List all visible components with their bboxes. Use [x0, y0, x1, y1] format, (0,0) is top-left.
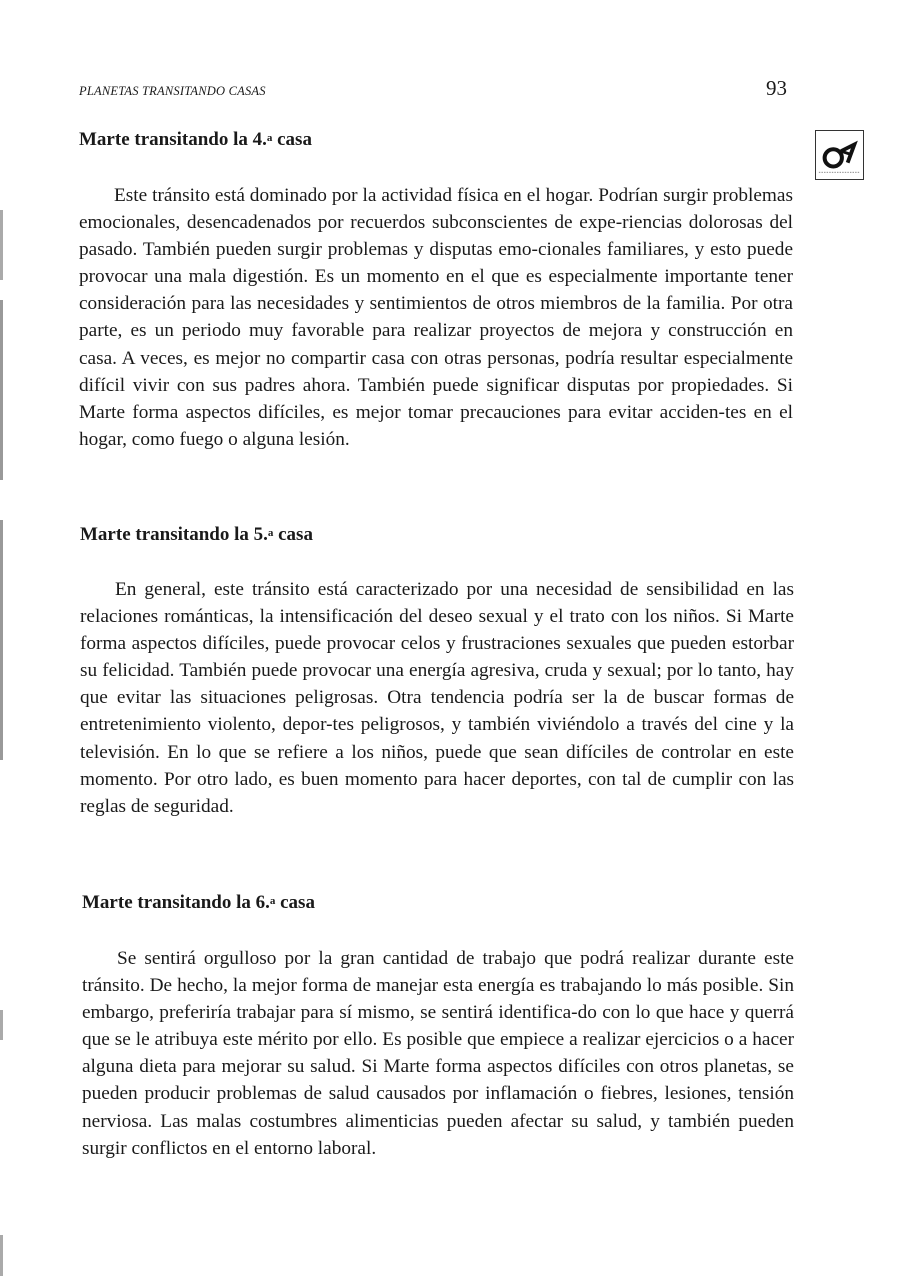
section-4th-house: [79, 128, 793, 453]
title-end: casa: [275, 892, 315, 913]
scan-edge-mark: [0, 300, 3, 480]
page-number: 93: [766, 76, 787, 100]
title-text: Marte transitando la 6.: [82, 892, 270, 913]
title-ordinal: a: [266, 132, 273, 144]
section-body: Se sentirá orgulloso por la gran cantidad de trabajo que podrá realizar durante este tránsito. De hecho, la mejor forma de manejar esta energía es trabajando lo más posible. Sin embargo, preferiría trabajar para sí mismo, se sentirá identifica-do con lo que hace y querrá que se le atribuya este mérito por ello. Es posible que empiece a realizar ejercicios o a hacer alguna dieta para mejorar su salud. Si Marte forma aspectos difíciles con otros planetas, se pueden producir problemas de salud causados por inflamación o fiebres, lesiones, tensión nerviosa. Las malas costumbres alimenticias pueden afectar su salud, y también pueden surgir conflictos en el entorno laboral.: [82, 948, 794, 1159]
section-title: [82, 891, 794, 915]
section-title: [80, 523, 794, 547]
section-title: [79, 128, 793, 152]
title-ordinal: a: [267, 527, 274, 539]
section-5th-house: [80, 523, 794, 820]
scan-edge-mark: [0, 1010, 3, 1040]
title-end: casa: [273, 524, 313, 545]
scan-edge-mark: [0, 1235, 3, 1276]
mars-symbol-icon: [815, 130, 864, 180]
section-body: Este tránsito está dominado por la actividad física en el hogar. Podrían surgir problemas emocionales, desencadenados por recuerdos subconscientes de expe-riencias dolorosas del pasado. También pueden surgir problemas y disputas emo-cionales familiares, y esto puede provocar una mala digestión. Es un momento en el que es especialmente importante tener consideración para las necesidades y sentimientos de otros miembros de la familia. Por otra parte, es un periodo muy favorable para realizar proyectos de mejora y construcción en casa. A veces, es mejor no compartir casa con otras personas, podría resultar especialmente difícil vivir con sus padres ahora. También puede significar disputas por propiedades. Si Marte forma aspectos difíciles, es mejor tomar precauciones para evitar acciden-tes en el hogar, como fuego o alguna lesión.: [79, 185, 793, 450]
section-6th-house: [82, 891, 794, 1162]
title-ordinal: a: [269, 895, 276, 907]
scan-edge-mark: [0, 520, 3, 760]
running-title: PLANETAS TRANSITANDO CASAS: [79, 84, 266, 98]
title-text: Marte transitando la 4.: [79, 129, 267, 150]
title-text: Marte transitando la 5.: [80, 524, 268, 545]
section-body: En general, este tránsito está caracterizado por una necesidad de sensibilidad en las relaciones románticas, la intensificación del deseo sexual y el trato con los niños. Si Marte forma aspectos difíciles, puede provocar celos y frustraciones sexuales que pueden estorbar su felicidad. También puede provocar una energía agresiva, cruda y sexual; por lo tanto, hay que evitar las situaciones peligrosas. Otra tendencia podría ser la de buscar formas de entretenimiento violento, depor-tes peligrosos, y también viviéndolo a través del cine y la televisión. En lo que se refiere a los niños, puede que sean difíciles de controlar en este momento. Por otro lado, es buen momento para hacer deportes, con tal de cumplir con las reglas de seguridad.: [80, 579, 794, 817]
title-end: casa: [272, 129, 312, 150]
scan-edge-mark: [0, 210, 3, 280]
